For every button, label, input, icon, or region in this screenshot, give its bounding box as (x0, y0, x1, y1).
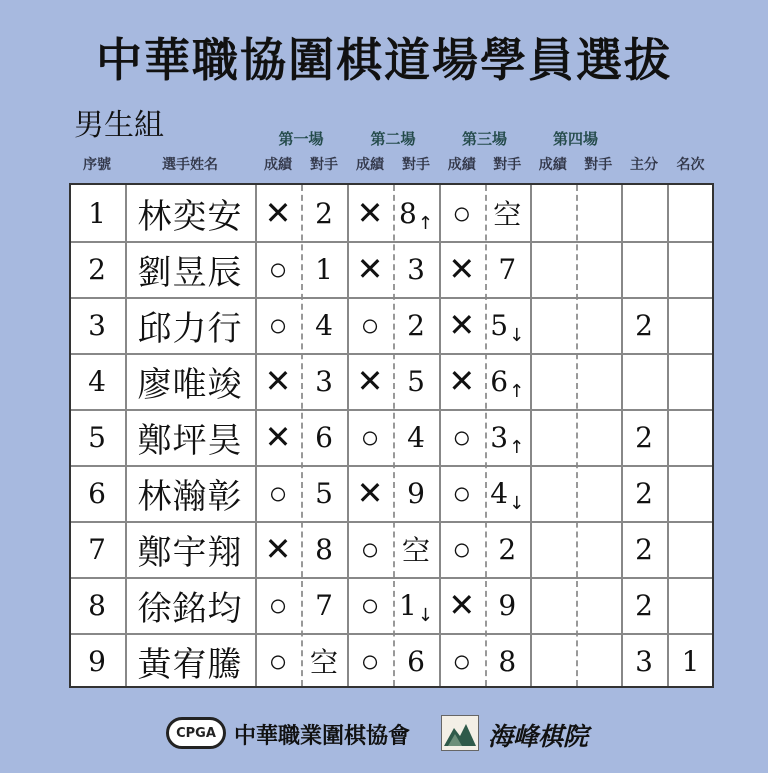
player-seq-text: 6 (88, 476, 106, 510)
player-seq (69, 241, 125, 297)
player-name-text: 林奕安 (137, 196, 243, 237)
player-points-text: 2 (635, 532, 653, 566)
player-points-text: 2 (635, 420, 653, 454)
round-3-result-text: ○ (452, 474, 472, 512)
player-rank (667, 633, 714, 689)
round-1-opponent (301, 577, 347, 633)
up-arrow-icon: ↑ (509, 380, 525, 402)
round-1-opponent (301, 465, 347, 521)
player-name (125, 353, 255, 409)
player-seq (69, 297, 125, 353)
round-2-result-text: ○ (360, 586, 380, 624)
round-3-result (439, 577, 485, 633)
player-name-text: 鄭宇翔 (137, 532, 243, 573)
round-1-opponent-text: 4 (315, 308, 333, 342)
player-rank (667, 185, 714, 241)
round-2-result (347, 353, 393, 409)
round-1-result-text: ✕ (264, 194, 292, 232)
round-3-result-text: ○ (452, 530, 472, 568)
player-seq-text: 3 (88, 308, 106, 342)
round-2-opponent-text: 6 (407, 644, 425, 678)
round-4-opponent (576, 409, 622, 465)
round-3-result (439, 353, 485, 409)
player-name-text: 黃宥騰 (137, 644, 243, 685)
round-1-result (255, 577, 301, 633)
org-name-haifeng: 海峰棋院 (488, 722, 589, 751)
down-arrow-icon: ↓ (509, 324, 525, 346)
round-2-opponent (393, 353, 439, 409)
round-4-result (530, 465, 576, 521)
header-opponent-1: 對手 (310, 157, 338, 173)
player-name (125, 185, 255, 241)
player-name-text: 劉昱辰 (137, 252, 243, 293)
round-1-opponent (301, 241, 347, 297)
player-name (125, 241, 255, 297)
header-score-3: 成績 (447, 157, 476, 173)
round-3-opponent (485, 465, 531, 521)
player-seq (69, 521, 125, 577)
player-seq-text: 8 (88, 588, 106, 622)
round-4-result (530, 353, 576, 409)
round-2-opponent-text: 1 (399, 588, 417, 622)
round-2-result-text: ✕ (356, 362, 384, 400)
player-points-text: 2 (635, 308, 653, 342)
player-name (125, 633, 255, 689)
player-rank (667, 521, 714, 577)
round-1-opponent-text: 空 (309, 646, 338, 679)
header-opponent-2: 對手 (402, 157, 430, 173)
cpga-logo-text: CPGA (176, 725, 216, 741)
round-1-result (255, 297, 301, 353)
player-name (125, 577, 255, 633)
round-1-result (255, 185, 301, 241)
round-4-opponent (576, 633, 622, 689)
player-points (621, 185, 667, 241)
player-seq-text: 1 (88, 196, 106, 230)
player-points (621, 521, 667, 577)
round-2-opponent-text: 4 (407, 420, 425, 454)
player-name-text: 林瀚彰 (137, 476, 243, 517)
round-2-opponent-text: 9 (407, 476, 425, 510)
round-2-result-text: ○ (360, 642, 380, 680)
player-seq (69, 577, 125, 633)
player-name-text: 廖唯竣 (137, 364, 243, 405)
player-seq-text: 4 (88, 364, 106, 398)
round-3-opponent-text: 9 (498, 588, 517, 622)
round-3-result-text: ○ (452, 642, 472, 680)
player-points (621, 577, 667, 633)
round-1-result (255, 633, 301, 689)
up-arrow-icon: ↑ (417, 212, 433, 234)
player-points-text: 3 (635, 644, 653, 678)
round-3-result-text: ✕ (448, 250, 476, 288)
round-1-opponent-text: 8 (315, 532, 333, 566)
round-2-opponent (393, 185, 439, 241)
player-seq (69, 409, 125, 465)
player-seq (69, 633, 125, 689)
header-points: 主分 (630, 157, 658, 173)
round-1-result (255, 521, 301, 577)
round-1-result-text: ○ (268, 250, 288, 288)
round-3-opponent-text: 7 (498, 252, 517, 286)
round-3-opponent-text: 6 (490, 364, 509, 398)
round-2-opponent (393, 465, 439, 521)
player-seq-text: 9 (88, 644, 106, 678)
header-opponent-3: 對手 (493, 157, 522, 173)
round-1-opponent-text: 1 (315, 252, 333, 286)
player-seq (69, 353, 125, 409)
round-3-opponent (485, 185, 531, 241)
round-3-opponent-text: 8 (498, 644, 517, 678)
player-rank (667, 241, 714, 297)
round-3-opponent-text: 4 (490, 476, 509, 510)
round-3-result-text: ✕ (448, 306, 476, 344)
player-seq-text: 7 (88, 532, 106, 566)
round-4-result (530, 185, 576, 241)
round-4-opponent (576, 297, 622, 353)
round-2-result-text: ○ (360, 418, 380, 456)
round-3-opponent (485, 633, 531, 689)
round-1-result-text: ○ (268, 474, 288, 512)
round-1-opponent (301, 297, 347, 353)
player-rank (667, 409, 714, 465)
round-1-result-text: ○ (268, 642, 288, 680)
round-1-opponent-text: 2 (315, 196, 333, 230)
round-3-result (439, 465, 485, 521)
header-opponent-4: 對手 (584, 157, 613, 173)
round-3-result (439, 409, 485, 465)
header-round-4: 第四場 (552, 130, 598, 148)
round-1-opponent (301, 409, 347, 465)
round-4-result (530, 577, 576, 633)
player-points (621, 297, 667, 353)
round-1-result-text: ✕ (264, 362, 292, 400)
round-3-result (439, 633, 485, 689)
round-4-opponent (576, 185, 622, 241)
player-name-text: 邱力行 (137, 308, 243, 349)
player-points (621, 353, 667, 409)
player-points (621, 465, 667, 521)
header-round-2: 第二場 (370, 130, 416, 148)
header-score-2: 成績 (356, 157, 384, 173)
round-1-opponent (301, 521, 347, 577)
round-3-result-text: ✕ (448, 586, 476, 624)
round-1-opponent-text: 7 (315, 588, 333, 622)
player-rank (667, 297, 714, 353)
round-2-result-text: ○ (360, 306, 380, 344)
round-3-opponent-text: 2 (498, 532, 517, 566)
round-2-result (347, 633, 393, 689)
round-3-opponent-text: 3 (490, 420, 509, 454)
round-3-opponent (485, 353, 531, 409)
round-1-opponent (301, 353, 347, 409)
round-2-result (347, 577, 393, 633)
org-name-cpga: 中華職業圍棋協會 (234, 724, 411, 749)
round-3-result-text: ○ (452, 418, 472, 456)
player-points (621, 409, 667, 465)
round-2-result-text: ○ (360, 530, 380, 568)
results-table (69, 183, 714, 688)
round-2-result-text: ✕ (356, 194, 384, 232)
round-1-result-text: ✕ (264, 418, 292, 456)
down-arrow-icon: ↓ (509, 492, 525, 514)
player-name (125, 521, 255, 577)
down-arrow-icon: ↓ (417, 604, 433, 626)
footer (0, 715, 768, 755)
round-1-opponent (301, 185, 347, 241)
round-2-opponent-text: 2 (407, 308, 425, 342)
round-2-result-text: ✕ (356, 250, 384, 288)
round-2-opponent-text: 8 (399, 196, 417, 230)
round-1-opponent-text: 3 (315, 364, 333, 398)
round-4-result (530, 633, 576, 689)
round-3-opponent (485, 241, 531, 297)
player-name (125, 409, 255, 465)
round-3-opponent (485, 577, 531, 633)
up-arrow-icon: ↑ (509, 436, 525, 458)
round-3-opponent (485, 521, 531, 577)
group-label: 男生組 (74, 108, 164, 143)
round-4-opponent (576, 465, 622, 521)
cpga-logo (166, 717, 226, 749)
round-3-opponent (485, 297, 531, 353)
player-seq (69, 185, 125, 241)
round-4-opponent (576, 241, 622, 297)
round-2-opponent-text: 5 (407, 364, 425, 398)
round-1-result (255, 465, 301, 521)
round-1-opponent (301, 633, 347, 689)
round-2-result (347, 185, 393, 241)
round-2-opponent (393, 241, 439, 297)
round-3-result (439, 241, 485, 297)
header-round-1: 第一場 (278, 130, 324, 148)
player-rank (667, 465, 714, 521)
round-4-opponent (576, 521, 622, 577)
header-score-1: 成績 (264, 157, 292, 173)
header-round-3: 第三場 (461, 130, 507, 148)
round-4-result (530, 297, 576, 353)
round-2-opponent (393, 409, 439, 465)
round-2-result-text: ✕ (356, 474, 384, 512)
round-3-result (439, 185, 485, 241)
round-3-result-text: ✕ (448, 362, 476, 400)
header-score-4: 成績 (538, 157, 567, 173)
page-title: 中華職協圍棋道場學員選拔 (96, 33, 672, 87)
player-seq (69, 465, 125, 521)
round-2-opponent (393, 297, 439, 353)
round-2-opponent (393, 577, 439, 633)
round-1-result (255, 241, 301, 297)
player-rank (667, 353, 714, 409)
player-points (621, 241, 667, 297)
round-2-result (347, 241, 393, 297)
round-3-result (439, 521, 485, 577)
round-2-result (347, 465, 393, 521)
round-3-result-text: ○ (452, 194, 472, 232)
round-2-result (347, 297, 393, 353)
player-seq-text: 2 (88, 252, 106, 286)
round-1-result-text: ○ (268, 586, 288, 624)
round-2-opponent-text: 空 (401, 534, 430, 567)
header-rank: 名次 (676, 157, 705, 173)
round-3-result (439, 297, 485, 353)
round-2-result (347, 409, 393, 465)
player-seq-text: 5 (88, 420, 106, 454)
round-2-result (347, 521, 393, 577)
round-3-opponent (485, 409, 531, 465)
player-points-text: 2 (635, 476, 653, 510)
round-1-opponent-text: 5 (315, 476, 333, 510)
header-seq: 序號 (83, 157, 111, 173)
player-name-text: 徐銘均 (137, 588, 243, 629)
round-2-opponent-text: 3 (407, 252, 425, 286)
round-4-result (530, 521, 576, 577)
round-2-opponent (393, 633, 439, 689)
player-name (125, 297, 255, 353)
round-4-opponent (576, 353, 622, 409)
player-name-text: 鄭坪昊 (137, 420, 243, 461)
header-name: 選手姓名 (162, 157, 218, 173)
player-rank (667, 577, 714, 633)
round-1-opponent-text: 6 (315, 420, 333, 454)
round-4-opponent (576, 577, 622, 633)
round-3-opponent-text: 5 (490, 308, 509, 342)
player-points (621, 633, 667, 689)
round-1-result-text: ✕ (264, 530, 292, 568)
round-4-result (530, 409, 576, 465)
player-rank-text: 1 (681, 644, 700, 678)
player-name (125, 465, 255, 521)
round-4-result (530, 241, 576, 297)
mountain-logo-icon (441, 715, 479, 751)
round-3-opponent-text: 空 (493, 198, 522, 231)
round-1-result-text: ○ (268, 306, 288, 344)
round-2-opponent (393, 521, 439, 577)
player-points-text: 2 (635, 588, 653, 622)
round-1-result (255, 409, 301, 465)
round-1-result (255, 353, 301, 409)
